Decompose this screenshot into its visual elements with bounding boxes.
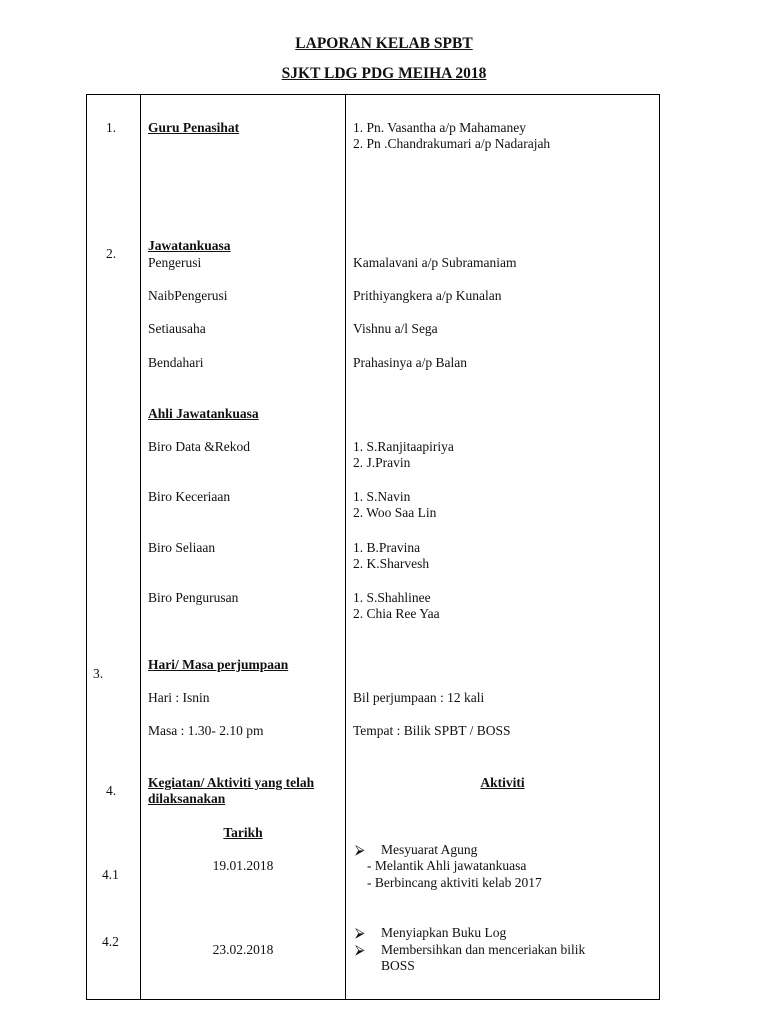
biro-member: 2. Chia Ree Yaa	[353, 606, 440, 621]
role-label: Setiausaha	[148, 321, 206, 336]
advisor-name: 2. Pn .Chandrakumari a/p Nadarajah	[353, 136, 551, 151]
report-subtitle: SJKT LDG PDG MEIHA 2018	[281, 65, 487, 82]
role-label: NaibPengerusi	[148, 288, 228, 303]
biro-member: 2. J.Pravin	[353, 455, 411, 470]
role-label: Bendahari	[148, 355, 204, 370]
biro-member: 1. S.Ranjitaapiriya	[353, 439, 454, 454]
activity-bullet-cont: BOSS	[381, 958, 415, 973]
section-heading-activities: Kegiatan/ Aktiviti yang telah	[148, 775, 315, 790]
section-heading-meeting: Hari/ Masa perjumpaan	[148, 657, 289, 672]
meeting-count: Bil perjumpaan : 12 kali	[353, 690, 485, 705]
table-bottom-border	[86, 999, 660, 1000]
meeting-time: Masa : 1.30- 2.10 pm	[148, 723, 264, 738]
date-column-heading: Tarikh	[223, 825, 263, 840]
arrow-bullet-icon: ⮚	[355, 842, 365, 857]
activity-column-heading: Aktiviti	[480, 775, 525, 790]
role-holder: Prithiyangkera a/p Kunalan	[353, 288, 502, 303]
section-heading-ajk: Ahli Jawatankuasa	[148, 406, 259, 421]
role-holder: Kamalavani a/p Subramaniam	[353, 255, 517, 270]
section-heading-advisors: Guru Penasihat	[148, 120, 240, 135]
arrow-bullet-icon: ⮚	[355, 925, 365, 940]
biro-name: Biro Pengurusan	[148, 590, 239, 605]
table-left-border	[86, 94, 87, 1000]
activity-date: 23.02.2018	[212, 942, 274, 957]
section-heading-activities-cont: dilaksanakan	[148, 791, 226, 806]
role-holder: Vishnu a/l Sega	[353, 321, 438, 336]
biro-name: Biro Keceriaan	[148, 489, 231, 504]
section-number: 4.	[106, 783, 117, 798]
activity-bullet: ⮚ Mesyuarat Agung	[355, 842, 478, 857]
activity-subitem: - Berbincang aktiviti kelab 2017	[367, 875, 542, 890]
report-title: LAPORAN KELAB SPBT	[295, 35, 473, 52]
meeting-place: Tempat : Bilik SPBT / BOSS	[353, 723, 511, 738]
biro-member: 1. S.Navin	[353, 489, 411, 504]
activity-subitem: - Melantik Ahli jawatankuasa	[367, 858, 527, 873]
section-heading-committee: Jawatankuasa	[148, 238, 231, 253]
biro-member: 2. Woo Saa Lin	[353, 505, 437, 520]
section-number: 2.	[106, 246, 117, 261]
activity-date: 19.01.2018	[212, 858, 274, 873]
activity-bullet: ⮚ Membersihkan dan menceriakan bilik	[355, 942, 586, 957]
item-number: 4.1	[102, 867, 119, 882]
arrow-bullet-icon: ⮚	[355, 942, 365, 957]
table-right-border	[659, 94, 660, 1000]
activity-bullet: ⮚ Menyiapkan Buku Log	[355, 925, 507, 940]
biro-name: Biro Seliaan	[148, 540, 216, 555]
biro-member: 2. K.Sharvesh	[353, 556, 430, 571]
advisor-name: 1. Pn. Vasantha a/p Mahamaney	[353, 120, 526, 135]
biro-name: Biro Data &Rekod	[148, 439, 250, 454]
section-number: 3.	[93, 666, 104, 681]
table-column-divider-2	[345, 94, 346, 1000]
section-number: 1.	[106, 120, 117, 135]
item-number: 4.2	[102, 934, 119, 949]
meeting-day: Hari : Isnin	[148, 690, 210, 705]
role-label: Pengerusi	[148, 255, 202, 270]
biro-member: 1. S.Shahlinee	[353, 590, 431, 605]
biro-member: 1. B.Pravina	[353, 540, 421, 555]
role-holder: Prahasinya a/p Balan	[353, 355, 467, 370]
table-top-border	[86, 94, 660, 95]
